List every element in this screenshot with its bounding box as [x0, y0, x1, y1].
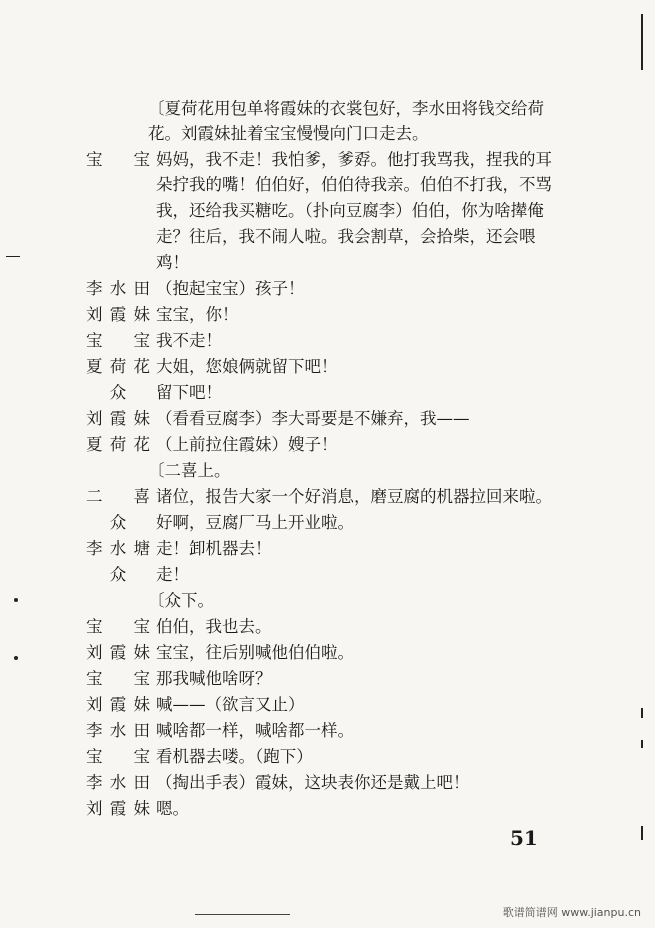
dialogue-line: [86, 692, 556, 718]
dialogue-text: 宝宝，你！: [156, 305, 239, 324]
dialogue-text: 大姐，您娘俩就留下吧！: [156, 357, 338, 376]
dialogue-line: [86, 718, 556, 744]
dialogue-line: [86, 147, 556, 173]
stage-direction-text: 〔众下。: [148, 591, 214, 610]
dialogue-line-cont: [86, 224, 556, 250]
dialogue-text: 好啊，豆腐厂马上开业啦。: [156, 513, 354, 532]
dialogue-text: 走！: [156, 565, 189, 584]
dialogue-text: （看看豆腐李）李大哥要是不嫌弃，我——: [156, 409, 470, 428]
dialogue-line: [86, 666, 556, 692]
dialogue-line-cont: [86, 172, 556, 198]
speaker-name: 李水田: [86, 721, 150, 740]
dialogue-line: [86, 510, 556, 536]
speaker-name: 众: [109, 513, 127, 532]
speaker-name: 宝 宝: [86, 669, 150, 688]
dialogue-line: [86, 744, 556, 770]
dialogue-line: [86, 354, 556, 380]
dialogue-line: [86, 484, 556, 510]
dialogue-line: [86, 770, 556, 796]
scan-edge-mark: [641, 826, 643, 840]
stage-direction: [148, 96, 618, 122]
stage-direction: [148, 121, 618, 147]
dialogue-line-cont: [86, 198, 556, 224]
scan-dash: [6, 256, 20, 257]
speaker-name: 刘霞妹: [86, 799, 150, 818]
dialogue-line: [86, 328, 556, 354]
speaker-name: 李水田: [86, 773, 150, 792]
stage-direction-text: 〔二喜上。: [148, 461, 231, 480]
dialogue-text: 那我喊他啥呀？: [156, 669, 272, 688]
speaker-name: 二 喜: [86, 487, 150, 506]
dialogue-text: 看机器去喽。（跑下）: [156, 747, 313, 766]
dialogue-line: [86, 380, 556, 406]
dialogue-text: 走？往后，我不闹人啦。我会割草，会拾柴，还会喂: [156, 227, 536, 246]
dialogue-line: [86, 302, 556, 328]
speaker-name: 刘霞妹: [86, 409, 150, 428]
stage-direction-text: 〔夏荷花用包单将霞妹的衣裳包好，李水田将钱交给荷: [148, 99, 544, 118]
dialogue-text: 喊啥都一样，喊啥都一样。: [156, 721, 354, 740]
dialogue-line: [86, 614, 556, 640]
speaker-name: 李水田: [86, 279, 150, 298]
scan-dot: [14, 656, 18, 660]
dialogue-text: 鸡！: [156, 253, 189, 272]
speaker-name: 夏荷花: [86, 435, 150, 454]
dialogue-text: 走！卸机器去！: [156, 539, 272, 558]
speaker-name: 宝 宝: [86, 150, 150, 169]
scan-dash: [195, 914, 290, 915]
dialogue-text: 朵拧我的嘴！伯伯好，伯伯待我亲。伯伯不打我，不骂: [156, 175, 552, 194]
dialogue-line: [86, 406, 556, 432]
speaker-name: 宝 宝: [86, 747, 150, 766]
dialogue-line: [86, 562, 556, 588]
dialogue-line: [86, 640, 556, 666]
speaker-name: 宝 宝: [86, 617, 150, 636]
dialogue-text: （抱起宝宝）孩子！: [156, 279, 305, 298]
watermark-text: 歌谱简谱网 www.jianpu.cn: [502, 906, 641, 919]
scan-dot: [14, 598, 18, 602]
speaker-name: 刘霞妹: [86, 305, 150, 324]
dialogue-line: [86, 796, 556, 822]
speaker-name: 刘霞妹: [86, 643, 150, 662]
dialogue-line: [86, 432, 556, 458]
scan-edge-mark: [641, 740, 643, 748]
scan-edge-mark: [641, 14, 643, 70]
dialogue-text: 诸位，报告大家一个好消息，磨豆腐的机器拉回来啦。: [156, 487, 552, 506]
dialogue-line: [86, 536, 556, 562]
speaker-name: 李水塘: [86, 539, 150, 558]
dialogue-text: 我，还给我买糖吃。（扑向豆腐李）伯伯，你为啥撵俺: [156, 201, 544, 220]
page-number: 51: [510, 826, 538, 850]
dialogue-text: 嗯。: [156, 799, 189, 818]
stage-direction: [148, 458, 618, 484]
dialogue-text: 妈妈，我不走！我怕爹，爹孬。他打我骂我，捏我的耳: [156, 150, 552, 169]
dialogue-line: [86, 276, 556, 302]
dialogue-text: 我不走！: [156, 331, 222, 350]
dialogue-text: 伯伯，我也去。: [156, 617, 272, 636]
speaker-name: 众: [109, 565, 127, 584]
dialogue-line-cont: [86, 250, 556, 276]
dialogue-text: 宝宝，往后别喊他伯伯啦。: [156, 643, 354, 662]
stage-direction: [148, 588, 618, 614]
speaker-name: 众: [109, 383, 127, 402]
dialogue-text: （上前拉住霞妹）嫂子！: [156, 435, 338, 454]
speaker-name: 刘霞妹: [86, 695, 150, 714]
dialogue-text: 留下吧！: [156, 383, 222, 402]
dialogue-text: （掏出手表）霞妹，这块表你还是戴上吧！: [156, 773, 470, 792]
scan-edge-mark: [641, 708, 643, 718]
speaker-name: 宝 宝: [86, 331, 150, 350]
dialogue-text: 喊——（欲言又止）: [156, 695, 305, 714]
speaker-name: 夏荷花: [86, 357, 150, 376]
stage-direction-text: 花。刘霞妹扯着宝宝慢慢向门口走去。: [148, 124, 429, 143]
